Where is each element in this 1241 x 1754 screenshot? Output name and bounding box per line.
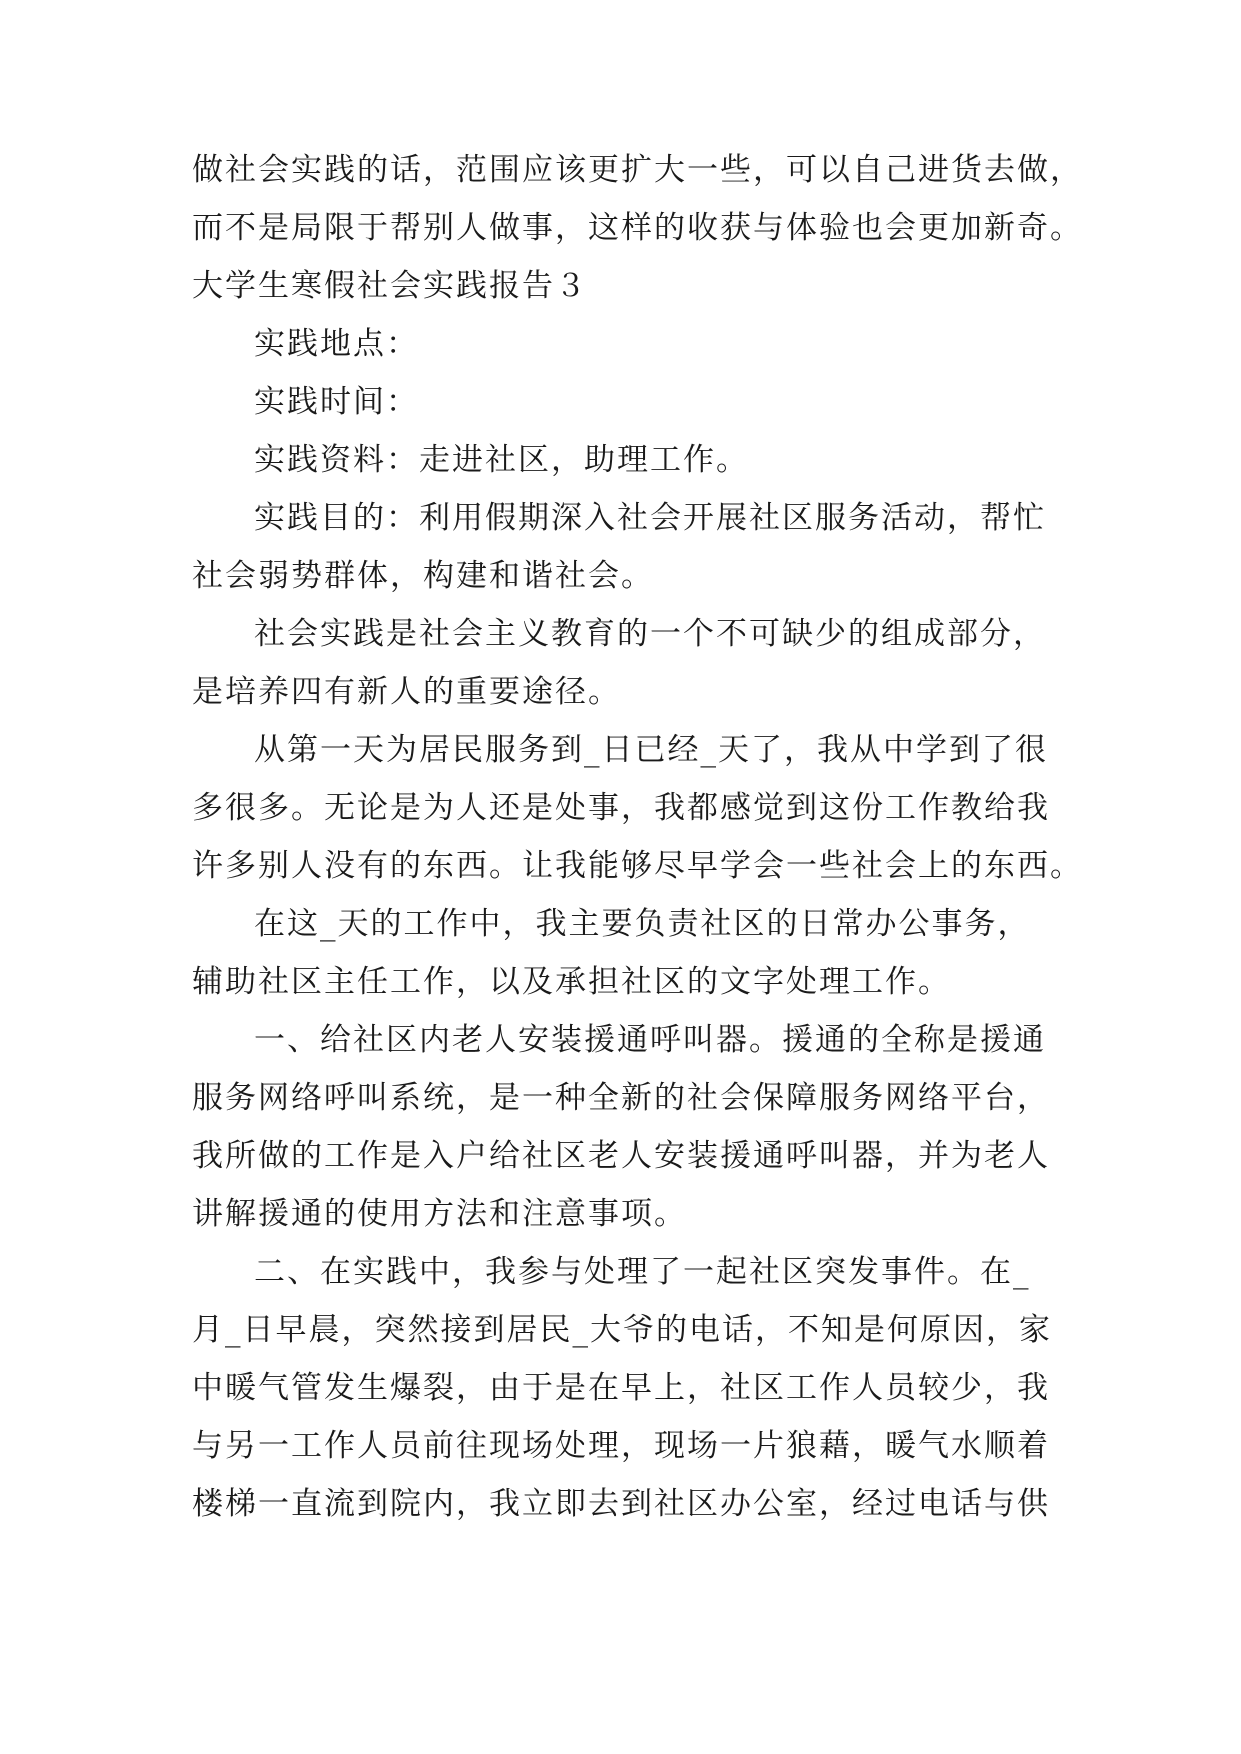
text-line: 实践地点： (254, 326, 419, 362)
text-line: 我所做的工作是入户给社区老人安装援通呼叫器，并为老人 (192, 1138, 1050, 1174)
text-line: 楼梯一直流到院内，我立即去到社区办公室，经过电话与供 (192, 1486, 1050, 1522)
text-line: 实践时间： (254, 384, 419, 420)
text-line: 是培养四有新人的重要途径。 (192, 674, 621, 710)
text-line: 与另一工作人员前往现场处理，现场一片狼藉，暖气水顺着 (192, 1428, 1050, 1464)
text-line: 社会弱势群体，构建和谐社会。 (192, 558, 654, 594)
text-line: 服务网络呼叫系统，是一种全新的社会保障服务网络平台， (192, 1080, 1050, 1116)
text-line: 辅助社区主任工作，以及承担社区的文字处理工作。 (192, 964, 951, 1000)
text-line: 从第一天为居民服务到_日已经_天了，我从中学到了很 (254, 732, 1048, 768)
text-line: 二、在实践中，我参与处理了一起社区突发事件。在_ (254, 1254, 1031, 1290)
text-line: 许多别人没有的东西。让我能够尽早学会一些社会上的东西。 (192, 848, 1083, 884)
text-line: 月_日早晨，突然接到居民_大爷的电话，不知是何原因，家 (192, 1312, 1052, 1348)
text-line: 实践目的：利用假期深入社会开展社区服务活动，帮忙 (254, 500, 1046, 536)
text-line: 社会实践是社会主义教育的一个不可缺少的组成部分， (254, 616, 1046, 652)
text-line: 中暖气管发生爆裂，由于是在早上，社区工作人员较少，我 (192, 1370, 1050, 1406)
text-line: 一、给社区内老人安装援通呼叫器。援通的全称是援通 (254, 1022, 1046, 1058)
text-line: 而不是局限于帮别人做事，这样的收获与体验也会更加新奇。 (192, 210, 1083, 246)
text-line: 讲解援通的使用方法和注意事项。 (192, 1196, 687, 1232)
text-line: 多很多。无论是为人还是处事，我都感觉到这份工作教给我 (192, 790, 1050, 826)
text-line: 做社会实践的话，范围应该更扩大一些，可以自己进货去做， (192, 152, 1083, 188)
text-line: 实践资料：走进社区，助理工作。 (254, 442, 749, 478)
section-heading: 大学生寒假社会实践报告３ (192, 268, 588, 304)
text-line: 在这_天的工作中，我主要负责社区的日常办公事务， (254, 906, 1031, 942)
